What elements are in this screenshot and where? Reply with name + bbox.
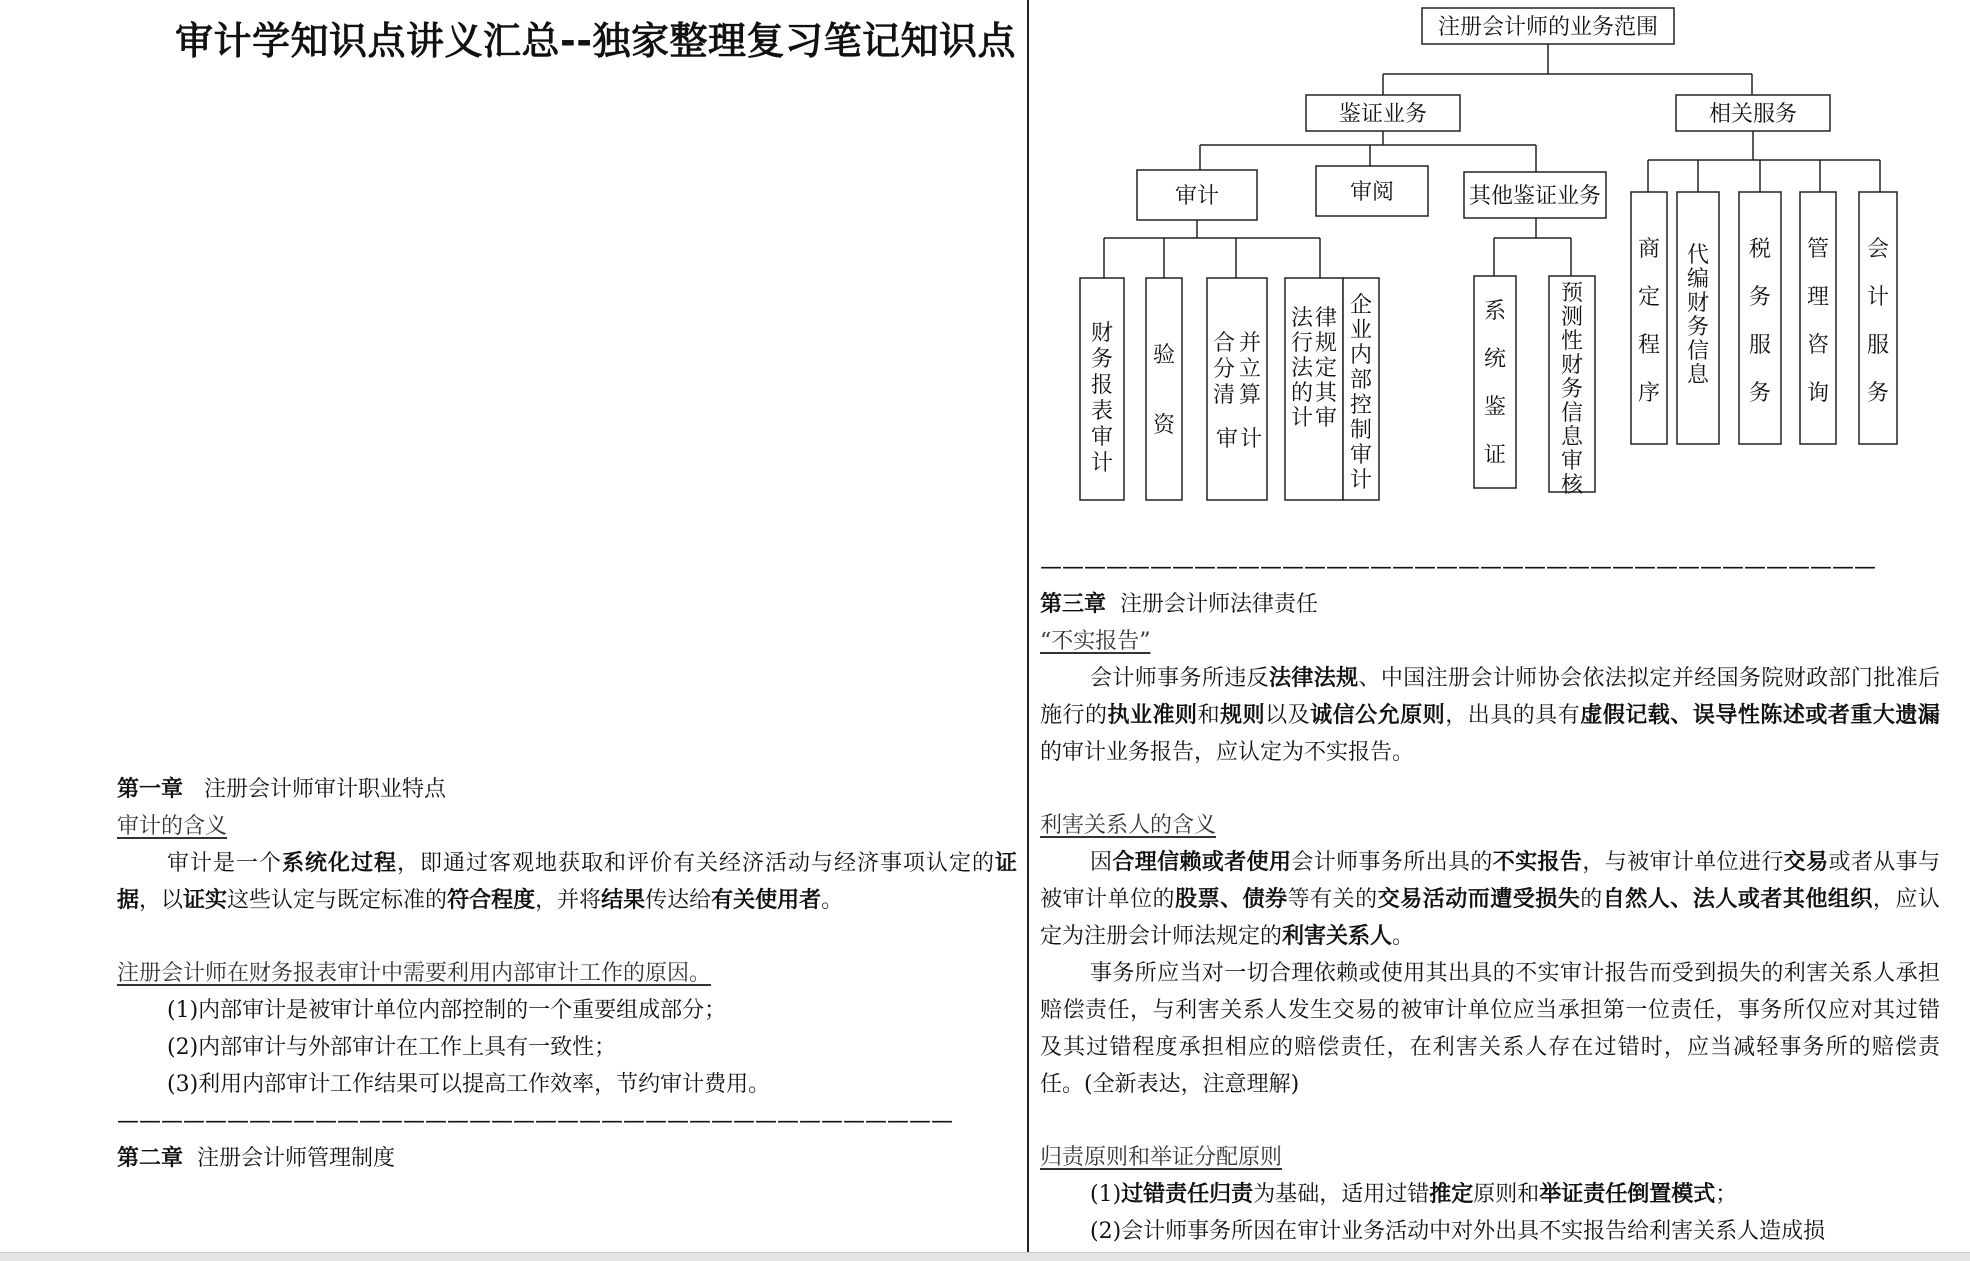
leaf-management-consulting: 管理咨询	[1806, 237, 1830, 406]
principle-subtitle: 归责原则和举证分配原则	[1040, 1145, 1283, 1170]
page-title: 审计学知识点讲义汇总--独家整理复习笔记知识点	[175, 19, 1017, 63]
chart-branch-related-label: 相关服务	[1708, 102, 1798, 127]
reason-item-1: (1)内部审计是被审计单位内部控制的一个重要组成部分；	[167, 998, 727, 1023]
false-report-subtitle: “不实报告”	[1040, 629, 1151, 654]
leaf-internal-control-audit: 企业内部控制审计	[1349, 293, 1373, 493]
chart-node-audit-label: 审计	[1174, 184, 1220, 209]
page-divider	[1027, 0, 1029, 1252]
section-dash-divider: ——————————————————————————————————————	[117, 1109, 953, 1134]
leaf-merger-audit-col3: 审计	[1215, 427, 1263, 452]
audit-definition-text: 审计是一个系统化过程，即通过客观地获取和评价有关经济活动与经济事项认定的证据，以证实这些认定与既定标准的符合程度，并将结果传达给有关使用者。	[117, 850, 1017, 913]
chart-dash-divider: ——————————————————————————————————————	[1040, 555, 1876, 580]
chapter3-heading: 第三章 注册会计师法律责任	[1040, 591, 1319, 617]
chapter1-heading: 第一章 注册会计师审计职业特点	[117, 776, 447, 802]
leaf-legal-audit-col1: 法行法的计	[1290, 306, 1314, 431]
stakeholder-subtitle: 利害关系人的含义	[1040, 813, 1217, 838]
chart-node-other-label: 其他鉴证业务	[1468, 184, 1602, 209]
false-report-text: 会计师事务所违反法律法规、中国注册会计师协会依法拟定并经国务院财政部门批准后施行的执业准则和规则以及诚信公允原则，出具的具有虚假记载、误导性陈述或者重大遗漏的审计业务报告，应认定为不实报告。	[1040, 665, 1940, 765]
liability-text: 事务所应当对一切合理依赖或使用其出具的不实审计报告而受到损失的利害关系人承担赔偿责任，与利害关系人发生交易的被审计单位应当承担第一位责任，事务所仅应对其过错及其过错程度承担相应的赔偿责任，在利害关系人存在过错时，应当减轻事务所的赔偿责任。(全新表达，注意理解)	[1040, 961, 1940, 1097]
leaf-compilation: 代编财务信息	[1686, 243, 1710, 388]
business-scope-chart	[1060, 0, 1960, 520]
leaf-accounting-services: 会计服务	[1866, 237, 1890, 406]
chart-root-label: 注册会计师的业务范围	[1437, 15, 1659, 40]
leaf-agreed-procedures: 商定程序	[1637, 237, 1661, 406]
chart-related-leaves	[1631, 192, 1897, 444]
reason-item-2: (2)内部审计与外部审计在工作上具有一致性；	[167, 1035, 617, 1060]
leaf-merger-audit-col1: 合分清	[1212, 331, 1236, 408]
right-column	[1040, 549, 1940, 1250]
left-column	[117, 771, 1017, 1177]
leaf-capital-verification: 验资	[1152, 343, 1176, 438]
chart-branch-assurance-label: 鉴证业务	[1338, 102, 1428, 127]
stakeholder-definition-text: 因合理信赖或者使用会计师事务所出具的不实报告，与被审计单位进行交易或者从事与被审计单位的股票、债券等有关的交易活动而遭受损失的自然人、法人或者其他组织，应认定为注册会计师法规定的利害关系人。	[1040, 849, 1940, 949]
leaf-system-assurance: 系统鉴证	[1483, 299, 1507, 468]
leaf-financial-statement-audit: 财务报表审计	[1090, 321, 1114, 476]
internal-audit-reason-subtitle: 注册会计师在财务报表审计中需要利用内部审计工作的原因。	[117, 961, 712, 986]
principle-item-1: (1)过错责任归责为基础，适用过错推定原则和举证责任倒置模式；	[1090, 1181, 1738, 1207]
reason-item-3: (3)利用内部审计工作结果可以提高工作效率，节约审计费用。	[167, 1072, 771, 1097]
leaf-tax-services: 税务服务	[1748, 237, 1772, 406]
principle-item-2: (2)会计师事务所因在审计业务活动中对外出具不实报告给利害关系人造成损	[1090, 1219, 1826, 1244]
leaf-forecast-review: 预测性财务信息审核	[1560, 281, 1584, 498]
leaf-legal-audit-col2: 律规定其审	[1314, 306, 1338, 431]
chart-node-review-label: 审阅	[1349, 180, 1395, 205]
audit-definition-subtitle: 审计的含义	[117, 814, 228, 839]
chapter2-heading: 第二章 注册会计师管理制度	[117, 1145, 396, 1171]
leaf-merger-audit-col2: 并立算	[1238, 331, 1262, 408]
